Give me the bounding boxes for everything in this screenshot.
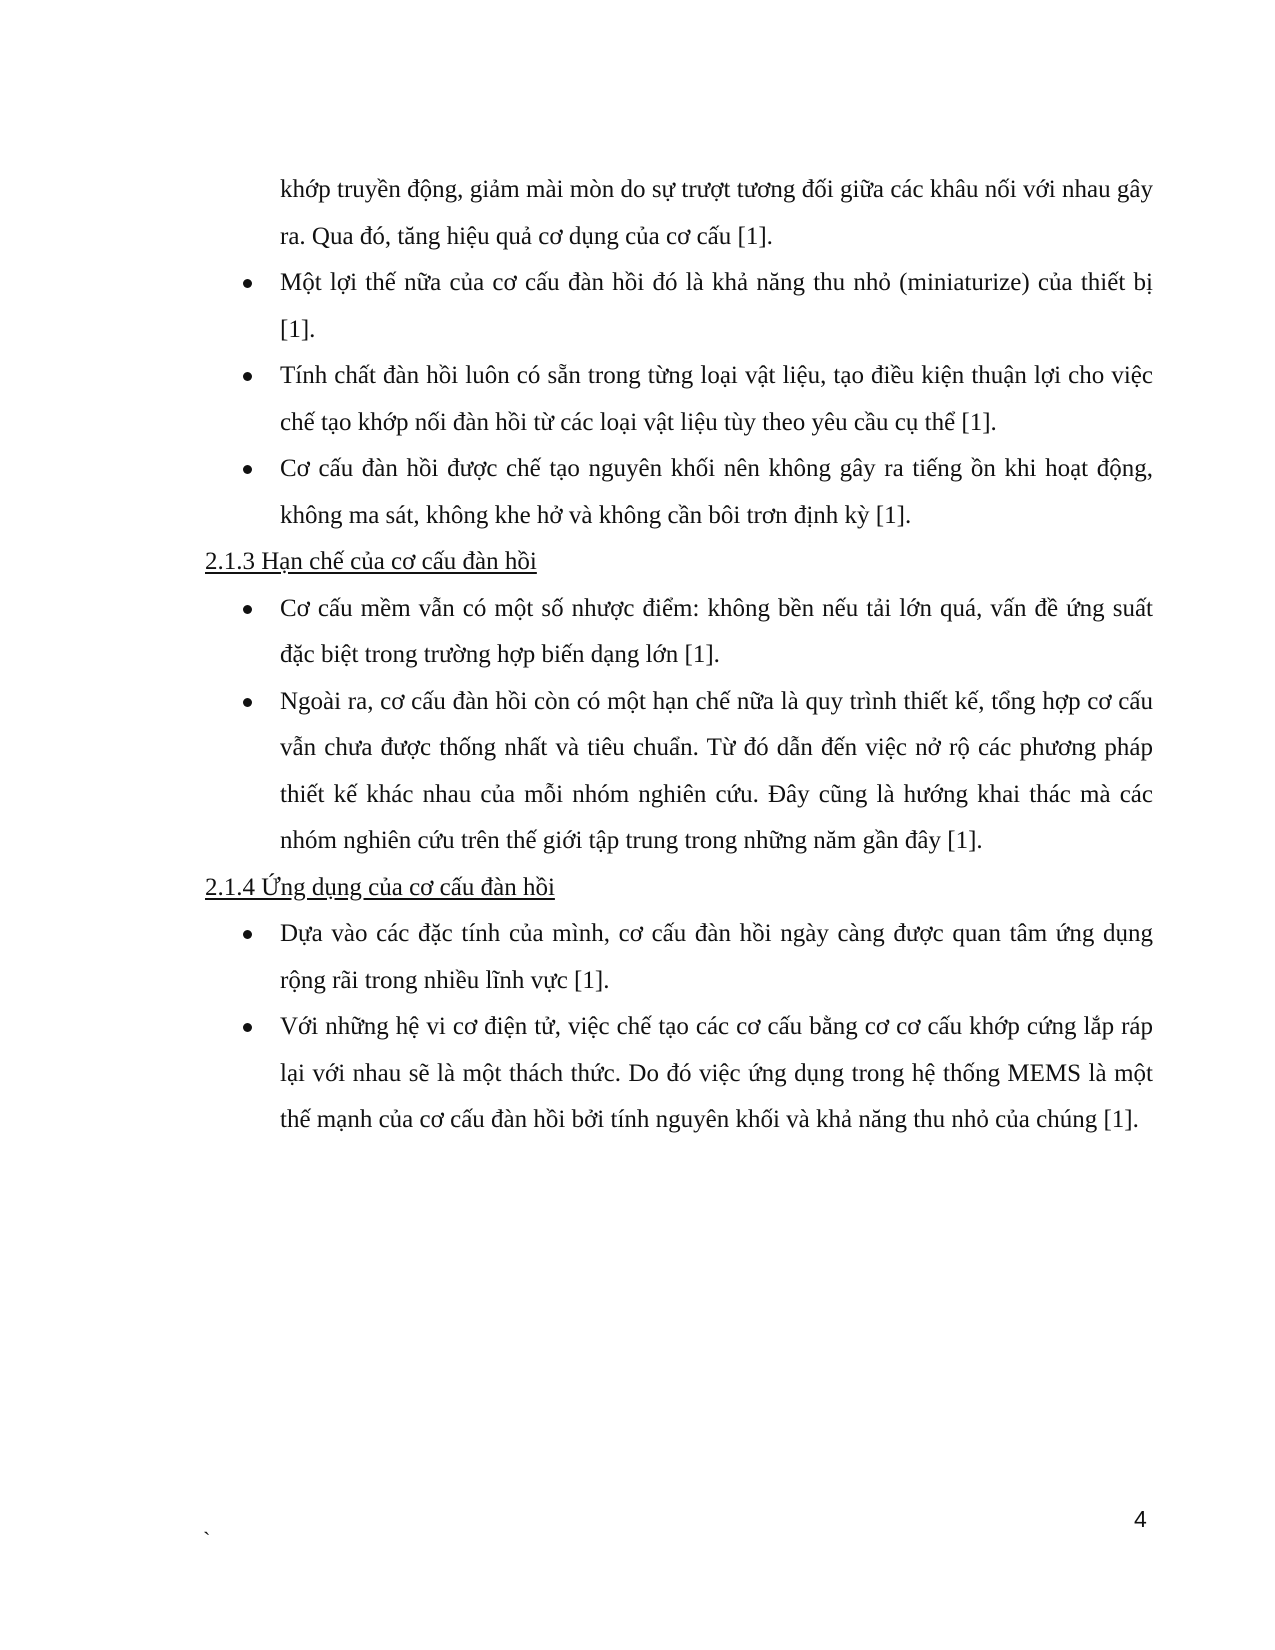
bullet-icon — [243, 1023, 252, 1032]
section-heading-applications: 2.1.4 Ứng dụng của cơ cấu đàn hồi — [205, 873, 555, 901]
limitations-list — [205, 586, 1153, 865]
stray-mark: ` — [203, 1527, 211, 1552]
bullet-icon — [243, 465, 252, 474]
bullet-icon — [243, 372, 252, 381]
continuation-paragraph: khớp truyền động, giảm mài mòn do sự trượt tương đối giữa các khâu nối với nhau gây ra. Qua đó, tăng hiệu quả cơ dụng của cơ cấu [1]. — [280, 176, 1153, 250]
list-item — [205, 353, 1153, 446]
advantages-list — [205, 260, 1153, 539]
list-item-text: Cơ cấu mềm vẫn có một số nhược điểm: không bền nếu tải lớn quá, vấn đề ứng suất đặc biệt trong trường hợp biến dạng lớn [1]. — [280, 594, 1153, 668]
list-item-text: Tính chất đàn hồi luôn có sẵn trong từng loại vật liệu, tạo điều kiện thuận lợi cho việc chế tạo khớp nối đàn hồi từ các loại vật liệu tùy theo yêu cầu cụ thể [1]. — [280, 362, 1153, 436]
list-item-text: Dựa vào các đặc tính của mình, cơ cấu đàn hồi ngày càng được quan tâm ứng dụng rộng rãi trong nhiều lĩnh vực [1]. — [280, 920, 1153, 994]
page-content — [205, 167, 1153, 1144]
list-item — [205, 586, 1153, 679]
list-item — [205, 679, 1153, 865]
list-item-text: Với những hệ vi cơ điện tử, việc chế tạo các cơ cấu bằng cơ cơ cấu khớp cứng lắp ráp lại với nhau sẽ là một thách thức. Do đó việc ứng dụng trong hệ thống MEMS là một thế mạnh của cơ cấu đàn hồi bởi tính nguyên khối và khả năng thu nhỏ của chúng [1]. — [280, 1013, 1153, 1133]
bullet-icon — [243, 698, 252, 707]
applications-list — [205, 911, 1153, 1144]
list-item — [205, 911, 1153, 1004]
list-item — [205, 446, 1153, 539]
list-item-text: Cơ cấu đàn hồi được chế tạo nguyên khối nên không gây ra tiếng ồn khi hoạt động, không ma sát, không khe hở và không cần bôi trơn định kỳ [1]. — [280, 455, 1153, 529]
list-item-text: Một lợi thế nữa của cơ cấu đàn hồi đó là khả năng thu nhỏ (miniaturize) của thiết bị [1]. — [280, 269, 1153, 343]
list-item-text: Ngoài ra, cơ cấu đàn hồi còn có một hạn chế nữa là quy trình thiết kế, tổng hợp cơ cấu vẫn chưa được thống nhất và tiêu chuẩn. Từ đó dẫn đến việc nở rộ các phương pháp thiết kế khác nhau của mỗi nhóm nghiên cứu. Đây cũng là hướng khai thác mà các nhóm nghiên cứu trên thế giới tập trung trong những năm gần đây [1]. — [280, 687, 1153, 854]
bullet-icon — [243, 279, 252, 288]
list-item — [205, 260, 1153, 353]
section-heading-limitations: 2.1.3 Hạn chế của cơ cấu đàn hồi — [205, 548, 537, 575]
bullet-icon — [243, 930, 252, 939]
page-number: 4 — [1134, 1506, 1147, 1532]
list-item — [205, 1004, 1153, 1144]
bullet-icon — [243, 605, 252, 614]
